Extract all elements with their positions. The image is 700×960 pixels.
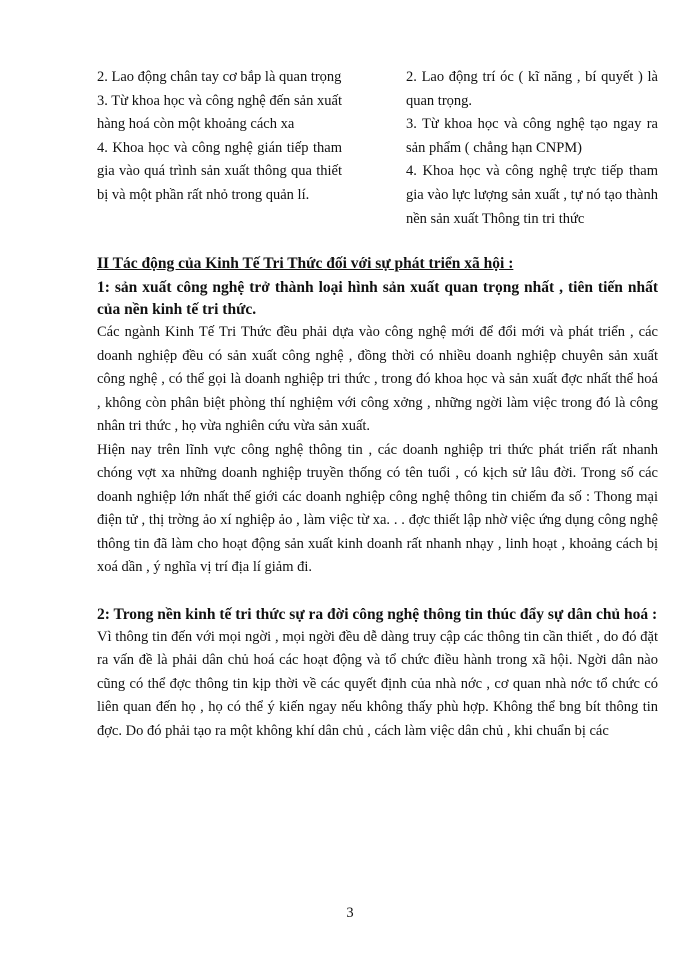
right-item: 2. Lao động trí óc ( kĩ năng , bí quyết ) là quan trọng. — [406, 69, 658, 109]
section-title: II Tác động của Kinh Tế Tri Thức đối với sự phát triển xã hội : — [97, 255, 514, 273]
subsection-1-title: 1: sản xuất công nghệ trở thành loại hình sản xuất quan trọng nhất , tiên tiến nhất của nền kinh tế tri thức. — [97, 279, 658, 319]
subsection-2-paragraph-1: Vì thông tin đến với mọi ngời , mọi ngời đều dễ dàng truy cập các thông tin cần thiết , do đó đặt ra vấn đề là phải dân chủ hoá các hoạt động và tổ chức điều hành trong xã hội. Ngời dân nào cũng có thể đợc thông tin kịp thời về các quyết định của nhà nớc , cơ quan nhà nớc tổ chức có liên quan đến họ , họ có thể ý kiến ngay nếu không thấy phù hợp. Không thể bng bít thông tin đợc. Do đó phải tạo ra một không khí dân chủ , cách làm việc dân chủ , khi chuẩn bị các — [97, 628, 658, 739]
left-item: 3. Từ khoa học và công nghệ đến sản xuất hàng hoá còn một khoảng cách xa — [97, 92, 342, 133]
left-item: 4. Khoa học và công nghệ gián tiếp tham gia vào quá trình sản xuất thông qua thiết bị và một phần rất nhỏ trong quản lí. — [97, 139, 342, 203]
right-item: 3. Từ khoa học và công nghệ tạo ngay ra sản phẩm ( chẳng hạn CNPM) — [406, 116, 658, 156]
subsection-2-title: 2: Trong nền kinh tế tri thức sự ra đời công nghệ thông tin thúc đẩy sự dân chủ hoá : — [97, 605, 658, 623]
left-item: 2. Lao động chân tay cơ bắp là quan trọng — [97, 69, 342, 85]
page-number: 3 — [346, 905, 354, 921]
subsection-1-paragraph-1: Các ngành Kinh Tế Tri Thức đều phải dựa vào công nghệ mới để đổi mới và phát triển , các doanh nghiệp đều có sản xuất công nghệ , đồng thời có nhiều doanh nghiệp chuyên sản xuất công nghệ , có thể gọi là doanh nghiệp tri thức , trong đó khoa học và sản xuất đợc nhất thể hoá , không còn phân biệt phòng thí nghiệm với công xởng , những ngời làm việc trong đó là công nhân tri thức , họ vừa nghiên cứu vừa sản xuất. — [97, 324, 658, 435]
comparison-columns — [97, 66, 658, 231]
right-item: 4. Khoa học và công nghệ trực tiếp tham gia vào lực lượng sản xuất , tự nó tạo thành nền sản xuất Thông tin tri thức — [406, 163, 658, 227]
right-column — [406, 66, 658, 231]
spacer — [97, 580, 658, 602]
subsection-1-paragraph-2: Hiện nay trên lĩnh vực công nghệ thông tin , các doanh nghiệp tri thức phát triển rất nhanh chóng vợt xa những doanh nghiệp truyền thống có tên tuổi , có kịch sử lâu đời. Trong số các doanh nghiệp lớn nhất thế giới các doanh nghiệp công nghệ thông tin chiếm đa số : Thong mại điện tử , thị trờng ảo xí nghiệp ảo , làm việc từ xa. . . đợc thiết lập nhờ việc ứng dụng công nghệ thông tin đã làm cho hoạt động sản xuất kinh doanh rất nhanh nhạy , linh hoạt , khoảng cách bị xoá dần , ý nghĩa vị trí địa lí giảm đi. — [97, 441, 658, 576]
left-column — [97, 66, 342, 231]
